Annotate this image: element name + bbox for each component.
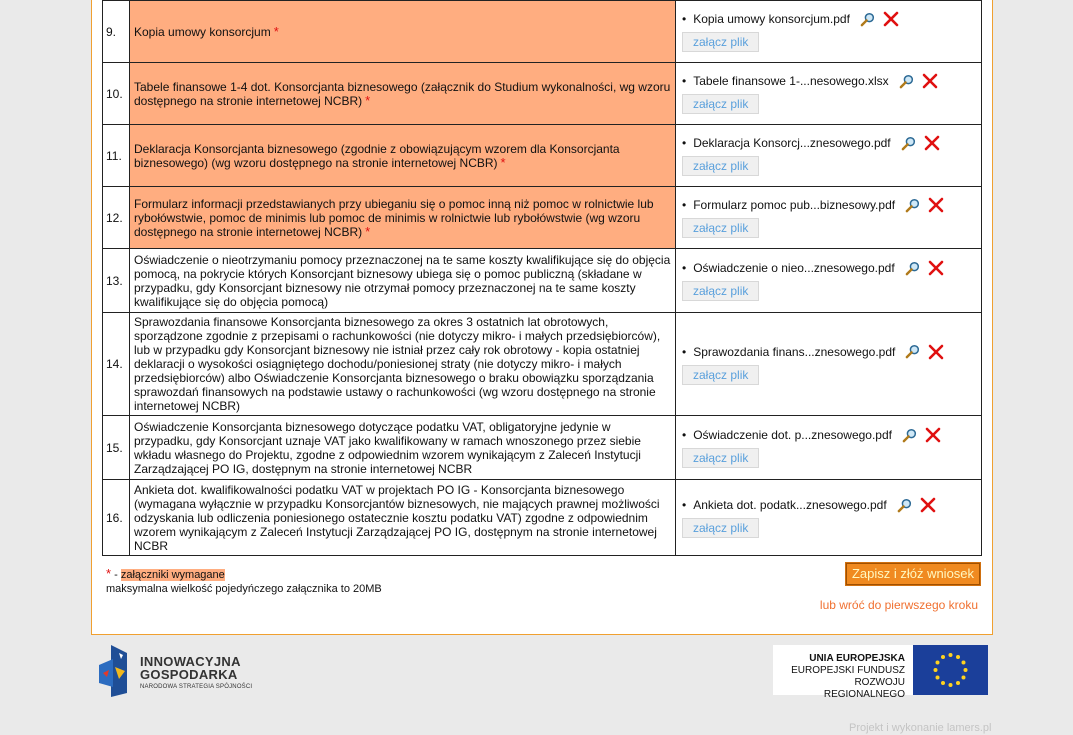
eu-star xyxy=(941,681,945,685)
preview-magnifier-icon[interactable] xyxy=(905,261,920,276)
file-name[interactable]: Ankieta dot. podatk...znesowego.pdf xyxy=(693,498,887,512)
file-item xyxy=(680,344,977,360)
attachment-description xyxy=(130,480,676,556)
file-item xyxy=(680,260,977,276)
attachment-description xyxy=(130,1,676,63)
row-number: 15. xyxy=(103,416,130,480)
legend-dash: - xyxy=(111,569,121,581)
delete-icon[interactable] xyxy=(925,427,941,443)
table-row xyxy=(103,125,982,187)
delete-icon[interactable] xyxy=(920,497,936,513)
required-star: * xyxy=(365,223,371,239)
file-name[interactable]: Oświadczenie dot. p...znesowego.pdf xyxy=(693,428,892,442)
back-to-first-step-link[interactable]: lub wróć do pierwszego kroku xyxy=(819,598,978,612)
max-size-note: maksymalna wielkość pojedyńczego załącznika to 20MB xyxy=(106,583,382,595)
attachment-description xyxy=(130,249,676,313)
eu-star xyxy=(936,661,940,665)
file-name[interactable]: Sprawozdania finans...znesowego.pdf xyxy=(693,344,896,359)
row-number: 12. xyxy=(103,187,130,249)
eu-star xyxy=(956,655,960,659)
attachment-files xyxy=(676,63,982,125)
ig-logo-text xyxy=(140,655,252,694)
file-name[interactable]: Kopia umowy konsorcjum.pdf xyxy=(693,12,850,26)
bullet: • xyxy=(682,198,687,212)
description-text: Sprawozdania finansowe Konsorcjanta biznesowego za okres 3 ostatnich lat obrotowych, sporządzone zgodnie z przepisami o rachunkowości (nie dotyczy mikro- i małych przedsiębiorców), lub w przypadku gdy Konsorcjant biznesowy nie istniał przez cały rok obrotowy - kopia ostatniej deklaracji o wysokości osiągniętego dochodu/poniesionej straty (nie dotyczy mikro- i małych przedsiębiorców) albo Oświadczenie Konsorcjanta biznesowego o braku obowiązku sporządzania sprawozdań finansowych na podstawie ustawy o rachunkowości (wg wzoru dostępnego na stronie internetowej NCBR) xyxy=(134,315,661,413)
description-text: Oświadczenie o nieotrzymaniu pomocy przeznaczonej na te same koszty kwalifikujące się do objęcia pomocą, na pokrycie których Konsorcjant biznesowy ubiega się o pomoc publiczną (składane w przypadku, gdy Konsorcjant biznesowy nie otrzymał pomocy przeznaczonej na te same koszty kwalifikujące się do objęcia pomocą) xyxy=(134,252,671,309)
attachment-description xyxy=(130,416,676,480)
attachment-description xyxy=(130,63,676,125)
required-legend xyxy=(106,566,225,581)
eu-star xyxy=(964,668,968,672)
eu-star xyxy=(949,653,953,657)
description-text: Kopia umowy konsorcjum xyxy=(134,24,271,39)
attach-file-button[interactable]: załącz plik xyxy=(682,218,759,238)
file-item xyxy=(680,497,977,513)
eu-logo-text xyxy=(773,653,905,701)
attach-file-button[interactable]: załącz plik xyxy=(682,518,759,538)
legend-text: załączniki wymagane xyxy=(120,569,225,581)
bullet: • xyxy=(682,344,687,359)
attachment-files xyxy=(676,416,982,480)
preview-magnifier-icon[interactable] xyxy=(905,344,920,359)
required-star: * xyxy=(273,23,279,39)
row-number: 16. xyxy=(103,480,130,556)
file-name[interactable]: Deklaracja Konsorcj...znesowego.pdf xyxy=(693,136,891,150)
file-name[interactable]: Formularz pomoc pub...biznesowy.pdf xyxy=(693,198,896,212)
delete-icon[interactable] xyxy=(883,11,899,27)
table-row xyxy=(103,480,982,556)
description-text: Tabele finansowe 1-4 dot. Konsorcjanta biznesowego (załącznik do Studium wykonalności, wg wzoru dostępnego na stronie internetowej NCBR) xyxy=(134,79,671,108)
bullet: • xyxy=(682,12,687,26)
delete-icon[interactable] xyxy=(922,73,938,89)
delete-icon[interactable] xyxy=(928,260,944,276)
description-text: Deklaracja Konsorcjanta biznesowego (zgodnie z obowiązującym wzorem dla Konsorcjanta biznesowego) (wg wzoru dostępnego na stronie internetowej NCBR) xyxy=(134,141,620,170)
row-number: 14. xyxy=(103,313,130,416)
file-item xyxy=(680,197,977,213)
attachment-files xyxy=(676,125,982,187)
table-row xyxy=(103,187,982,249)
attachments-table xyxy=(102,0,982,556)
bullet: • xyxy=(682,428,687,442)
preview-magnifier-icon[interactable] xyxy=(899,74,914,89)
table-row xyxy=(103,1,982,63)
eu-star xyxy=(949,683,953,687)
eu-star xyxy=(934,668,938,672)
eu-star xyxy=(936,676,940,680)
file-name[interactable]: Tabele finansowe 1-...nesowego.xlsx xyxy=(693,74,889,88)
file-item xyxy=(680,427,977,443)
attach-file-button[interactable]: załącz plik xyxy=(682,281,759,301)
submit-button[interactable]: Zapisz i złóż wniosek xyxy=(846,563,980,585)
form-panel xyxy=(91,0,993,635)
row-number: 10. xyxy=(103,63,130,125)
bullet: • xyxy=(682,74,687,88)
attachment-files xyxy=(676,1,982,63)
required-star: * xyxy=(106,566,112,581)
table-row xyxy=(103,63,982,125)
delete-icon[interactable] xyxy=(924,135,940,151)
eu-star xyxy=(961,661,965,665)
attach-file-button[interactable]: załącz plik xyxy=(682,156,759,176)
ig-line3: NARODOWA STRATEGIA SPÓJNOŚCI xyxy=(140,684,253,690)
table-row xyxy=(103,313,982,416)
preview-magnifier-icon[interactable] xyxy=(902,428,917,443)
attachment-description xyxy=(130,313,676,416)
file-item xyxy=(680,11,977,27)
attach-file-button[interactable]: załącz plik xyxy=(682,94,759,114)
table-row xyxy=(103,416,982,480)
description-text: Oświadczenie Konsorcjanta biznesowego dotyczące podatku VAT, obligatoryjne jedynie w przypadku, gdy Konsorcjant uznaje VAT jako kwalifikowany w ramach wnoszonego przez siebie wkładu własnego do Projektu, zgodne z odpowiednim wzorem wynikającym z Zaleceń Instytucji Zarządzającej PO IG, dostępnym na stronie internetowej NCBR xyxy=(134,419,641,476)
attachment-files xyxy=(676,187,982,249)
description-text: Ankieta dot. kwalifikowalności podatku VAT w projektach PO IG - Konsorcjanta biznesowego (wymagana wyłącznie w przypadku Konsorcjantów biznesowych, nie mających prawnej możliwości odzyskania lub odliczenia poniesionego ostatecznie kosztu podatku VAT) zgodne z odpowiednim wzorem wynikającym z Zaleceń Instytucji Zarządzającej PO IG, dostępnym na stronie internetowej NCBR xyxy=(134,482,660,553)
description-text: Formularz informacji przedstawianych przy ubieganiu się o pomoc inną niż pomoc w rolnictwie lub rybołówstwie, pomoc de minimis lub pomoc de minimis w rolnictwie lub rybołówstwie (wg wzoru dostępnego na stronie internetowej NCBR) xyxy=(134,196,654,239)
eu-line1: UNIA EUROPEJSKA xyxy=(809,653,905,664)
eu-flag-icon xyxy=(913,645,988,695)
attach-file-button[interactable]: załącz plik xyxy=(682,448,759,468)
row-number: 11. xyxy=(103,125,130,187)
ig-line1: INNOWACYJNA xyxy=(140,654,241,669)
eu-line2: EUROPEJSKI FUNDUSZ xyxy=(791,665,905,676)
eu-star xyxy=(956,681,960,685)
preview-magnifier-icon[interactable] xyxy=(901,136,916,151)
eu-logo xyxy=(773,645,988,700)
row-number: 13. xyxy=(103,249,130,313)
delete-icon[interactable] xyxy=(928,344,944,360)
attachment-files xyxy=(676,313,982,416)
row-number: 9. xyxy=(103,1,130,63)
bullet: • xyxy=(682,261,687,275)
ig-emblem-icon xyxy=(97,643,141,699)
attachment-files xyxy=(676,249,982,313)
file-item xyxy=(680,73,977,89)
file-name[interactable]: Oświadczenie o nieo...znesowego.pdf xyxy=(693,261,895,275)
attach-file-button[interactable]: załącz plik xyxy=(682,365,759,385)
attachment-files xyxy=(676,480,982,556)
file-item xyxy=(680,135,977,151)
preview-magnifier-icon[interactable] xyxy=(897,498,912,513)
preview-magnifier-icon[interactable] xyxy=(860,12,875,27)
table-row xyxy=(103,249,982,313)
ig-line2: GOSPODARKA xyxy=(140,667,238,682)
bullet: • xyxy=(682,136,687,150)
attachment-description xyxy=(130,125,676,187)
bullet: • xyxy=(682,498,687,512)
required-star: * xyxy=(365,92,371,108)
attachment-description xyxy=(130,187,676,249)
delete-icon[interactable] xyxy=(928,197,944,213)
required-star: * xyxy=(500,154,506,170)
preview-magnifier-icon[interactable] xyxy=(905,198,920,213)
attach-file-button[interactable]: załącz plik xyxy=(682,32,759,52)
eu-star xyxy=(941,655,945,659)
eu-line3: ROZWOJU REGIONALNEGO xyxy=(823,677,905,700)
eu-star xyxy=(961,676,965,680)
credit-text: Projekt i wykonanie lamers.pl xyxy=(849,722,992,734)
